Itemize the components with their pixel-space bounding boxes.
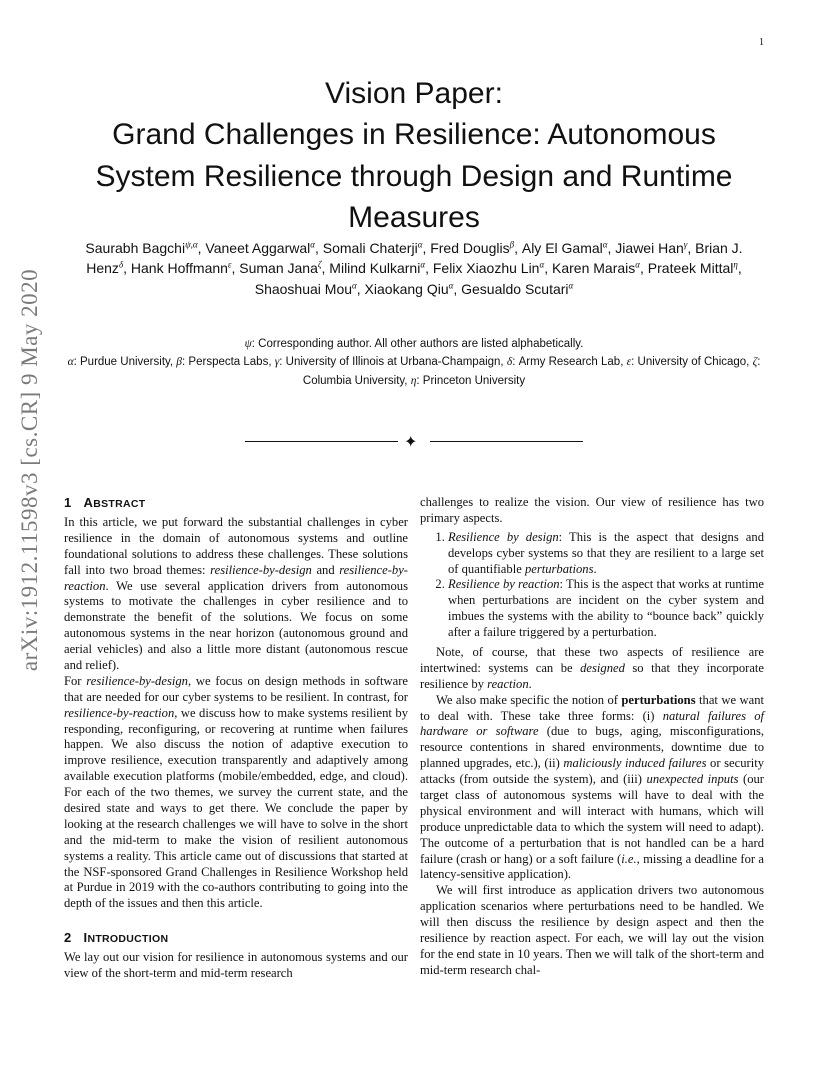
perturbations-paragraph (420, 693, 764, 884)
author-name: Karen Marais (552, 260, 636, 277)
heading-initial: A (83, 495, 94, 510)
affiliations (64, 335, 764, 390)
text-run: and (311, 562, 340, 577)
drivers-paragraph: We will first introduce as application drivers two autonomous application scenarios where perturbations need to be handled. We will then discuss the resilience by design aspect and then the resilience by reaction aspect. For each, we will lay out the vision for the end state in 10 years. Then we will talk of the short-term and mid-term research chal- (420, 883, 764, 977)
affiliation-symbol: α (67, 356, 74, 369)
section-divider-right (430, 441, 583, 442)
emphasis: reaction (487, 676, 529, 691)
heading-initial: I (83, 930, 88, 946)
list-item (448, 577, 764, 641)
emphasis: natural failures of hardware or software (420, 708, 764, 739)
heading-rest: BSTRACT (93, 498, 146, 510)
text-run: , we focus on design methods in software that are needed for our cyber systems to be resilient. In contrast, for (64, 673, 408, 704)
affiliation-symbol: δ (506, 356, 513, 369)
text-run: (due to bugs, aging, misconfigurations, resource contentions in shared environments, downtime due to planned upgrades, etc.), (ii) (420, 724, 764, 771)
title-line: Vision Paper: (325, 77, 503, 110)
author-affiliation-mark: α (417, 239, 423, 250)
author-name: Gesualdo Scutari (461, 280, 569, 297)
text-run: For (64, 673, 87, 688)
author-name: Suman Jana (239, 260, 318, 277)
emphasis: Resilience by design (448, 529, 559, 544)
author-affiliation-mark: ε (227, 259, 232, 270)
affiliation-text: : Perspecta Labs, (182, 356, 275, 369)
author-affiliation-mark: α (539, 259, 545, 270)
author-affiliation-mark: ζ (317, 259, 322, 270)
author-name: Felix Xiaozhu Lin (432, 260, 540, 277)
text-run: , we discuss how to make systems resilient by responding, reconfiguring, or recovering at runtime when failures happen. We also discuss the notion of adaptive execution to improve resilience, execution transparently and adaptively among available execution platforms (mobile/embedded, edge, and cloud). For each of the two themes, we survey the current state, and the desired state and ways to get there. We conclude the paper by looking at the research challenges we will have to solve in the short and the mid-term to make the vision of resilient autonomous systems a reality. This article came out of discussions that started at the NSF-sponsored Grand Challenges in Resilience Workshop held at Purdue in 2019 with the co-authors contributing to going into the depth of the issues and then this article. (64, 705, 408, 911)
author-affiliation-mark: η (733, 259, 738, 270)
introduction-heading (64, 930, 408, 945)
affiliation-symbol: ζ (752, 356, 758, 369)
list-item (448, 530, 764, 578)
author-name: Shaoshuai Mou (254, 280, 353, 297)
paper-title (60, 73, 768, 239)
author-name: Brian J. Henz (86, 240, 743, 277)
text-run: that we want to deal with. These take three forms: (i) (420, 692, 764, 723)
right-column (420, 495, 764, 979)
section-number: 2 (64, 930, 72, 946)
author-name: Vaneet Aggarwal (205, 240, 311, 256)
corresponding-text: : Corresponding author. All other authors are listed alphabetically. (251, 338, 584, 350)
text-run: . (528, 676, 532, 691)
emphasis: designed (580, 660, 625, 675)
emphasis: perturbations (524, 561, 594, 576)
emphasis: resilience-by-design (86, 673, 188, 688)
author-affiliation-mark: α (420, 259, 426, 270)
affiliation-symbol: γ (274, 356, 280, 369)
affiliation-symbol: η (410, 374, 417, 387)
emphasis: Resilience by reaction (448, 577, 560, 592)
author-name: Jiawei Han (615, 240, 684, 256)
corresponding-symbol: ψ (244, 338, 252, 350)
author-name: Prateek Mittal (647, 260, 734, 277)
introduction-paragraph-1: We lay out our vision for resilience in autonomous systems and our view of the short-term and mid-term research (64, 950, 408, 981)
section-divider-left (245, 441, 398, 442)
author-list: Saurabh Bagchi$^{\psi,\alpha}$, Vaneet Aggarwal$^\alpha$, Somali Chaterji$^\alpha$, Fred Douglis$^\beta$, Aly El Gamal$^\alpha$, Jiawei Han$^\gamma$, Brian J. Henz$^\delta$, Hank Hoffmann$^\varepsilon$, Suman Jana$^\zeta$, Milind Kulkarni$^\alpha$, Felix Xiaozhu Lin$^\alpha$, Karen Marais$^\alpha$, Prateek Mittal$^\eta$, Shaoshuai Mou$^\alpha$, Xiaokang Qiu$^\alpha$, Gesualdo Scutari$^\alpha$ (85, 239, 743, 297)
affiliation-symbol: β (176, 356, 183, 369)
text-run: . We use several application drivers from autonomous systems to motivate the challenges in cyber resilience and to demonstrate the benefit of the solutions. We focus on some autonomous systems in the near horizon (autonomous ground and aerial vehicles) and also a little more distant (autonomous rescue and relief). (64, 578, 408, 673)
text-run: Note, of course, that these two aspects of resilience are intertwined: systems can be (420, 645, 764, 675)
emphasis: resilience-by-reaction (64, 705, 175, 720)
resilience-aspects-list (420, 530, 764, 641)
text-run: : This is the aspect that works at runtime when perturbations are incident on the cyber system and imbues the systems with the ability to “bounce back” quickly after a failure triggered by a perturbation. (448, 577, 764, 640)
text-run: In this article, we put forward the substantial challenges in cyber resilience in the domain of autonomous systems and outline foundational solutions to address these challenges. These solutions fall into two broad themes: (64, 515, 408, 577)
text-run: , missing a deadline for a latency-sensitive application). (420, 851, 764, 882)
author-name: Milind Kulkarni (329, 260, 421, 277)
emphasis: unexpected inputs (646, 772, 739, 787)
section-number: 1 (64, 495, 72, 510)
text-run: so that they incorporate resilience by (420, 660, 764, 691)
author-affiliation-mark: α (635, 259, 640, 270)
author-affiliation-mark: γ (683, 239, 688, 250)
divider-ornament: ✦ (404, 432, 418, 451)
affiliation-text: : University of Chicago, (631, 356, 753, 369)
affiliation-text: : Columbia University, (302, 356, 761, 387)
title-line: System Resilience through Design and Runtime (95, 159, 733, 193)
text-run: We also make specific the notion of (436, 692, 622, 707)
abstract-paragraph-2 (64, 674, 408, 912)
author-name: Saurabh Bagchi (85, 240, 186, 256)
author-affiliation-mark: α (568, 279, 574, 290)
text-run: . (593, 561, 597, 576)
author-name: Aly El Gamal (521, 240, 603, 256)
arxiv-sidebar (0, 0, 60, 1072)
author-affiliation-mark: α (448, 279, 454, 290)
affiliation-list (64, 353, 764, 390)
page-number: 1 (759, 37, 764, 48)
author-affiliation-mark: α (602, 239, 608, 250)
emphasis: resilience-by-reaction (64, 562, 408, 593)
author-name: Hank Hoffmann (130, 260, 228, 277)
text-run: : This is the aspect that designs and develops cyber systems so that they are resilient to a large set of quantifiable (448, 529, 764, 576)
author-affiliation-mark: α (352, 279, 357, 290)
bold-term: perturbations (621, 692, 696, 707)
note-paragraph (420, 645, 764, 693)
affiliation-text: : Purdue University, (73, 356, 177, 369)
arxiv-identifier: arXiv:1912.11598v3 [cs.CR] 9 May 2020 (17, 268, 42, 672)
author-name: Somali Chaterji (322, 240, 418, 256)
left-column (64, 495, 408, 982)
author-affiliation-mark: δ (118, 259, 124, 270)
emphasis: maliciously induced failures (563, 756, 707, 771)
heading-rest: NTRODUCTION (87, 933, 169, 946)
affiliation-symbol: ε (626, 356, 632, 369)
title-line: Grand Challenges in Resilience: Autonomous (112, 118, 716, 152)
author-affiliation-mark: β (509, 239, 515, 250)
author-affiliation-mark: ψ,α (185, 239, 198, 250)
emphasis: i.e. (621, 851, 637, 866)
text-run: or security attacks (from outside the system), and (iii) (420, 756, 764, 787)
author-name: Fred Douglis (430, 240, 510, 256)
author-affiliation-mark: α (310, 239, 315, 250)
corresponding-note (64, 335, 764, 353)
title-line: Measures (348, 201, 480, 235)
emphasis: resilience-by-design (210, 562, 312, 577)
affiliation-text: : University of Illinois at Urbana-Champaign, (279, 356, 507, 369)
abstract-heading (64, 495, 408, 510)
author-name: Xiaokang Qiu (364, 280, 449, 297)
affiliation-text: : Princeton University (416, 374, 526, 387)
continued-paragraph: challenges to realize the vision. Our view of resilience has two primary aspects. (420, 495, 764, 525)
text-run: (our target class of autonomous systems will have to deal with the physical environment and will interact with humans, which will produce unpredictable data to which the system will need to adapt). The outcome of a perturbation that is not handled can be a hard failure (crash or hang) or a soft failure ( (420, 772, 764, 866)
abstract-paragraph-1 (64, 515, 408, 674)
affiliation-text: : Army Research Lab, (512, 356, 627, 369)
